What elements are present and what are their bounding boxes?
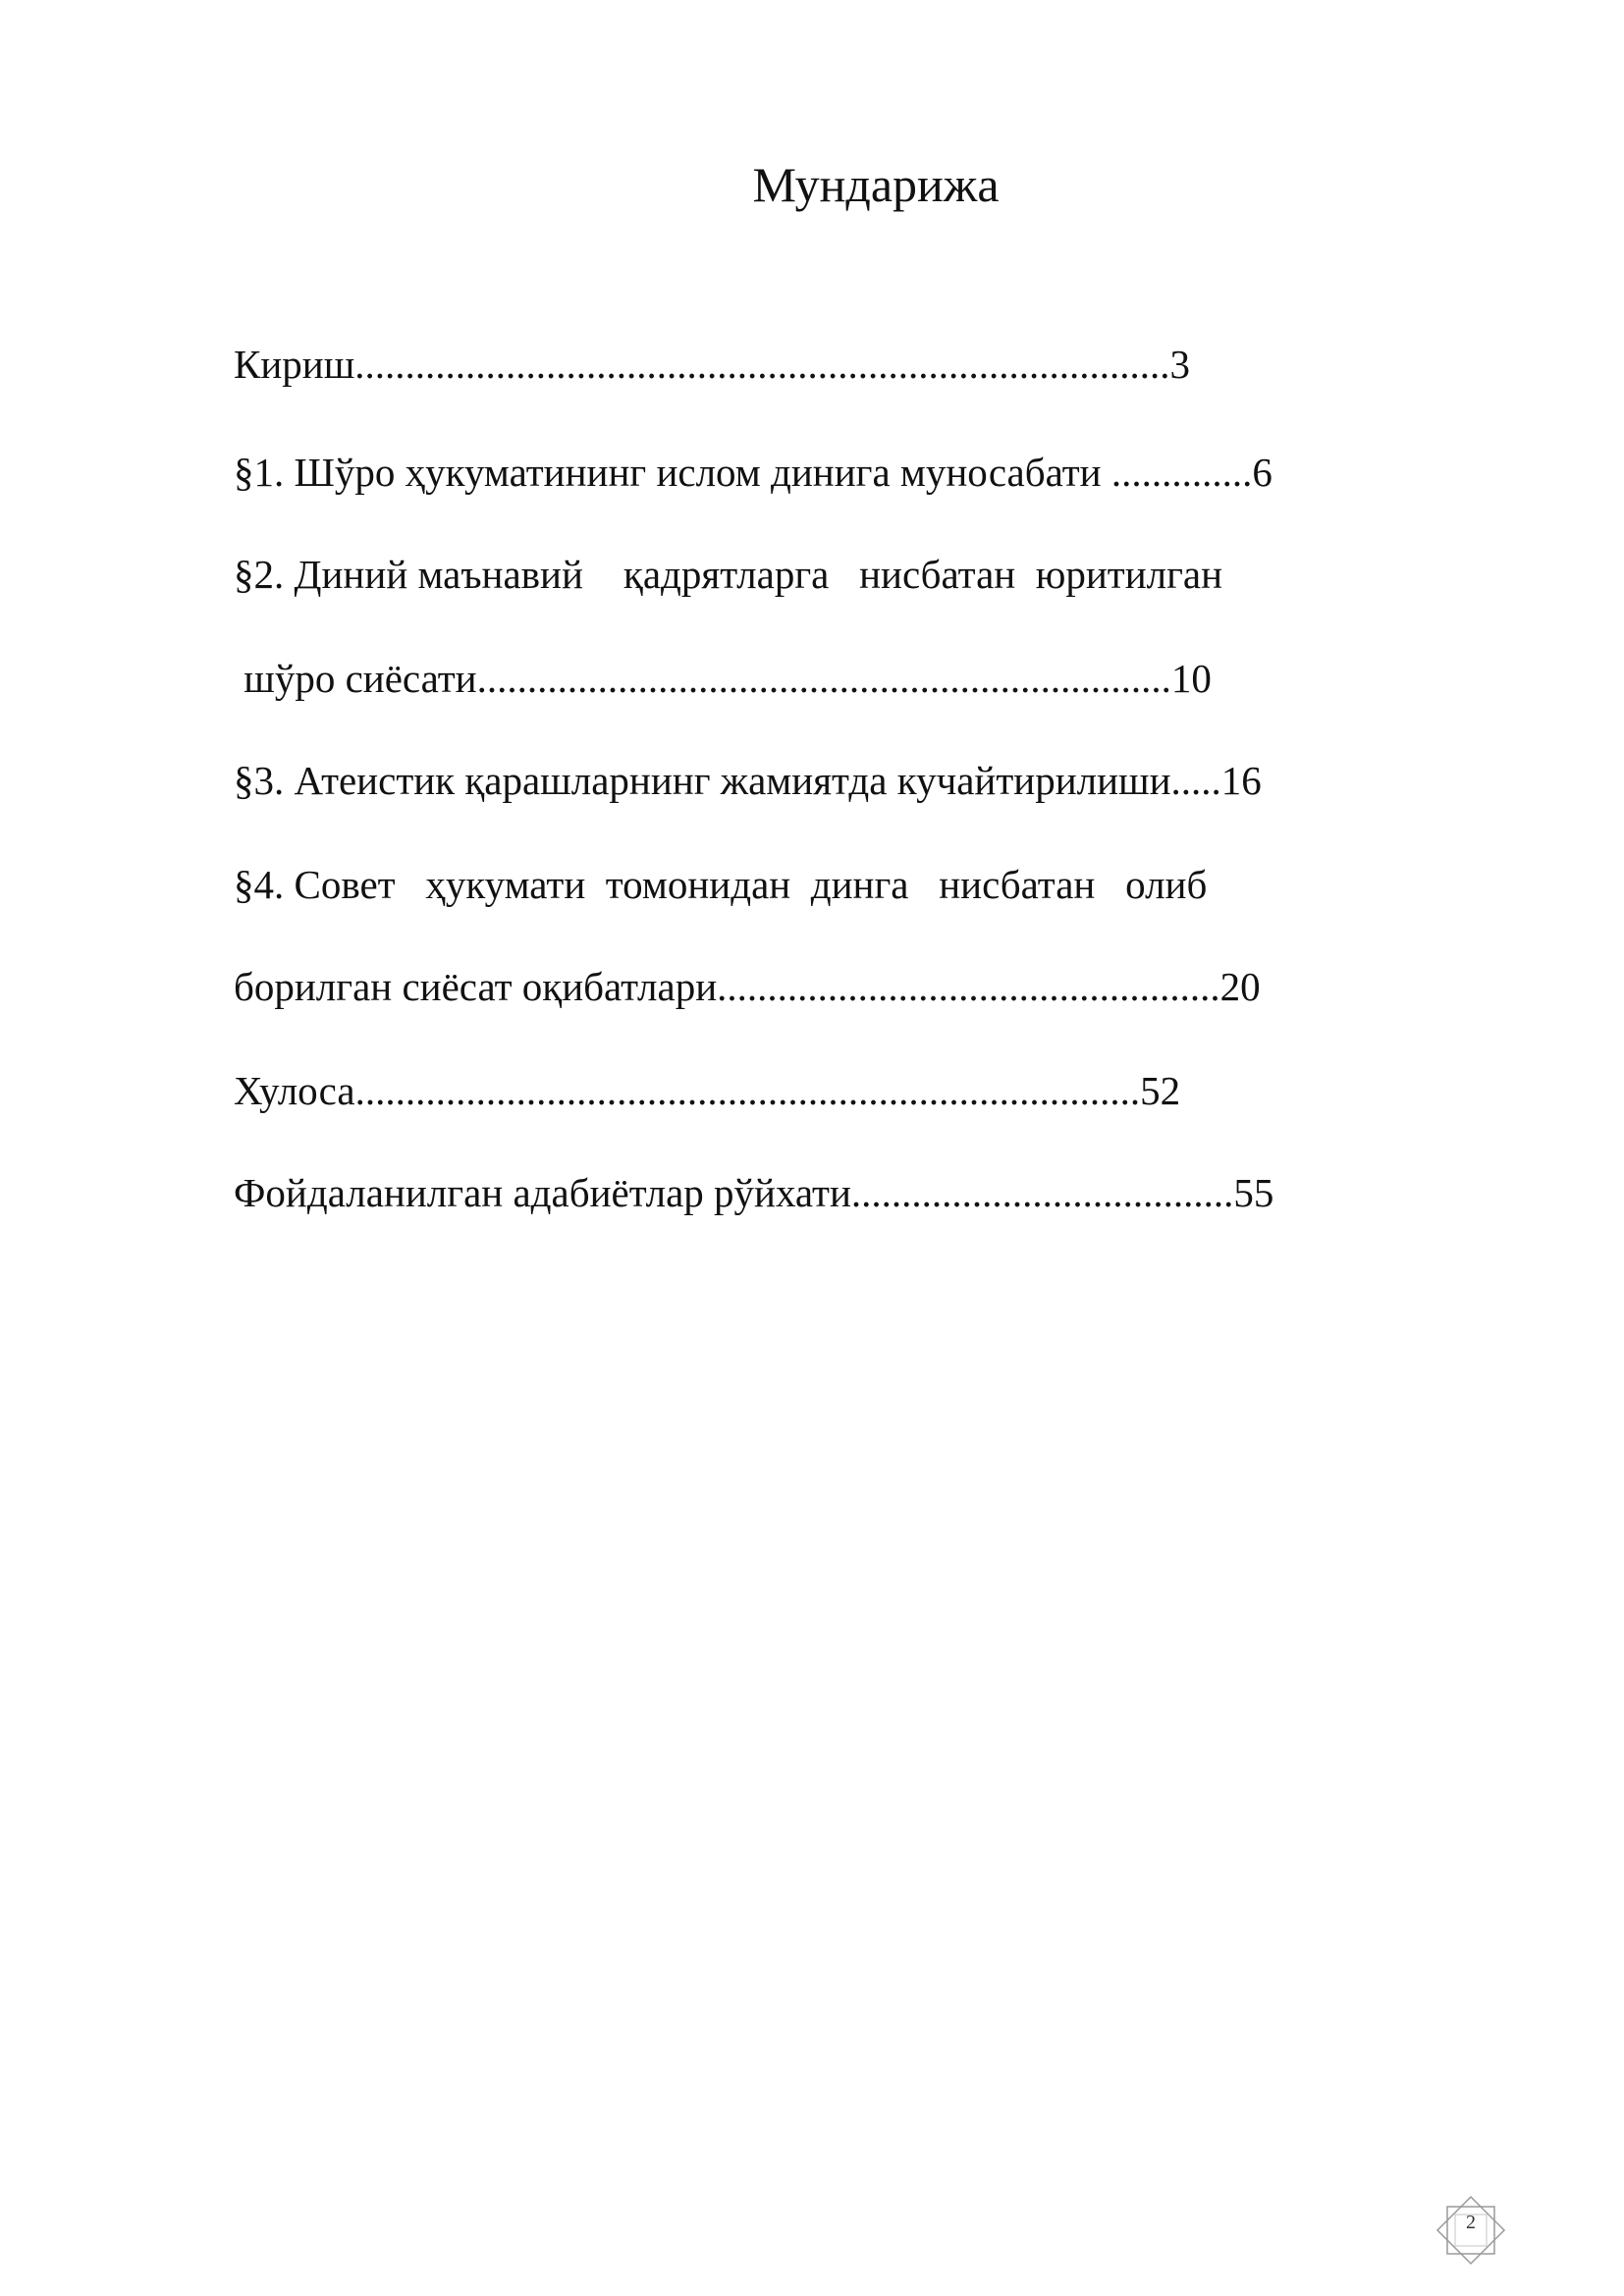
toc-entry-introduction: Кириш.................................................................................3 xyxy=(234,342,1191,387)
toc-entry-section-2-line-2: шўро сиёсати.....................................................................10 xyxy=(234,656,1212,701)
toc-entry-section-2-line-1: §2. Диний маънавий қадрятларга нисбатан юритилган xyxy=(234,552,1223,597)
toc-entry-section-1: §1. Шўро ҳукуматининг ислом динига муносабати ..............6 xyxy=(234,450,1272,495)
toc-entry-section-4-line-1: §4. Совет ҳукумати томонидан динга нисбатан олиб xyxy=(234,862,1208,907)
toc-entry-section-4-line-2: борилган сиёсат оқибатлари..................................................20 xyxy=(234,964,1261,1009)
page-number: 2 xyxy=(1466,2212,1476,2233)
toc-entry-bibliography: Фойдаланилган адабиётлар рўйхати......................................55 xyxy=(234,1170,1274,1215)
toc-entry-section-3: §3. Атеистик қарашларнинг жамиятда кучайтирилиши.....16 xyxy=(234,758,1262,803)
document-title: Мундарижа xyxy=(752,157,1000,212)
toc-entry-conclusion: Хулоса..............................................................................52 xyxy=(234,1068,1181,1113)
